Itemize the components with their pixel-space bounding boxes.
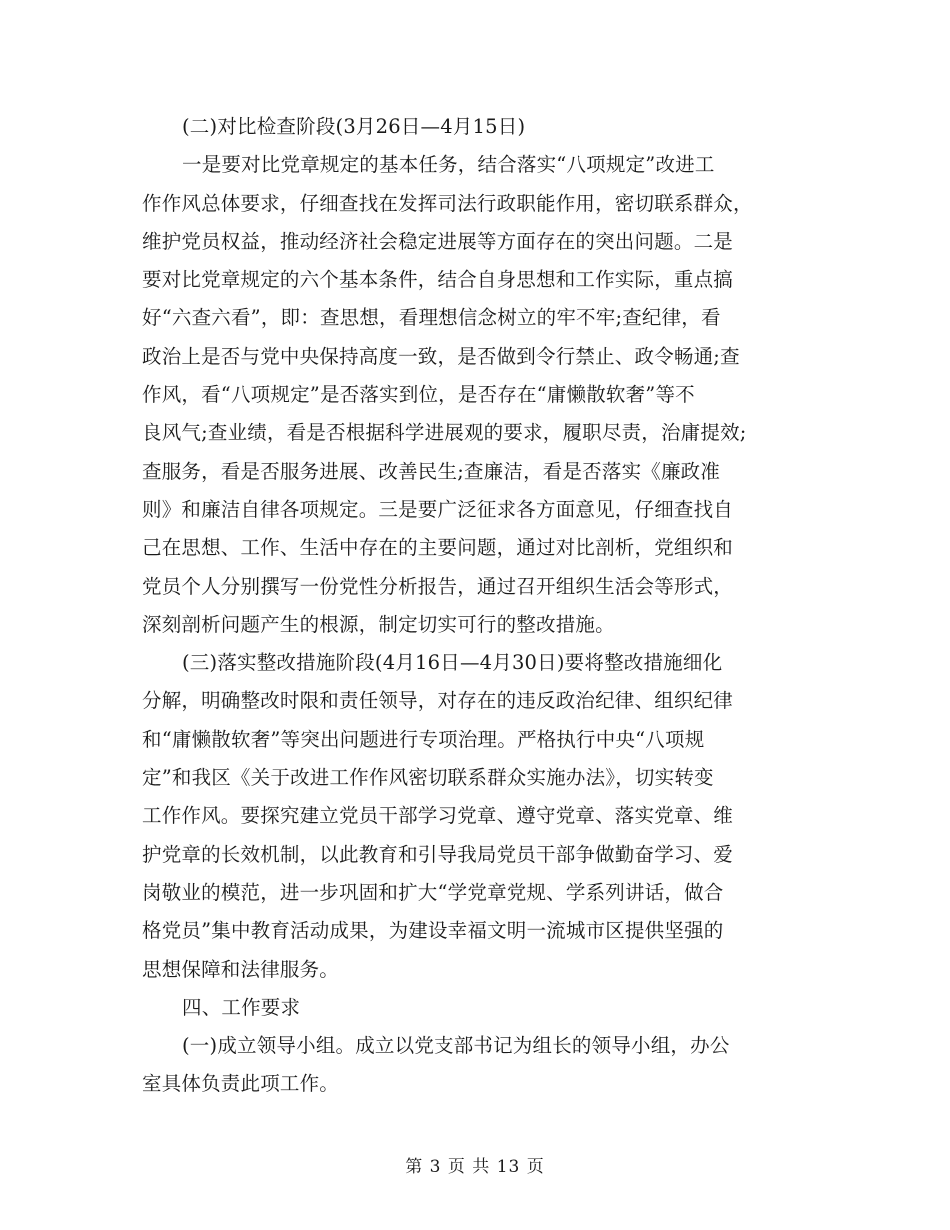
text-line: 工作作风。要探究建立党员干部学习党章、遵守党章、落实党章、维 — [142, 804, 734, 828]
text-line: 己在思想、工作、生活中存在的主要问题，通过对比剖析，党组织和 — [142, 536, 734, 560]
text-line: 岗敬业的模范，进一步巩固和扩大“学党章党规、学系列讲话，做合 — [142, 880, 724, 904]
text-line: 则》和廉洁自律各项规定。三是要广泛征求各方面意见，仔细查找自 — [142, 497, 734, 521]
text-line: 作作风总体要求，仔细查找在发挥司法行政职能作用，密切联系群众， — [142, 191, 753, 215]
text-line: 室具体负责此项工作。 — [142, 1072, 340, 1096]
text-line: 要对比党章规定的六个基本条件，结合自身思想和工作实际，重点搞 — [142, 268, 734, 292]
text-line: 格党员”集中教育活动成果，为建设幸福文明一流城市区提供坚强的 — [142, 919, 724, 943]
text-line: 政治上是否与党中央保持高度一致，是否做到令行禁止、政令畅通;查 — [142, 344, 740, 368]
text-line: (三)落实整改措施阶段(4月16日—4月30日)要将整改措施细化 — [182, 651, 723, 675]
page-number: 第 3 页 共 13 页 — [405, 1157, 545, 1177]
text-line: 深刻剖析问题产生的根源，制定切实可行的整改措施。 — [142, 612, 615, 636]
text-line: 护党章的长效机制，以此教育和引导我局党员干部争做勤奋学习、爱 — [142, 842, 734, 866]
text-line: 作风，看“八项规定”是否落实到位，是否存在“庸懒散软奢”等不 — [142, 383, 695, 407]
text-line: 党员个人分别撰写一份党性分析报告，通过召开组织生活会等形式， — [142, 574, 734, 598]
text-line: 思想保障和法律服务。 — [142, 957, 340, 981]
text-line: 一是要对比党章规定的基本任务，结合落实“八项规定”改进工 — [182, 153, 715, 177]
document-body — [142, 108, 812, 1104]
section-heading: 四、工作要求 — [182, 995, 301, 1019]
text-line: 定”和我区《关于改进工作作风密切联系群众实施办法》，切实转变 — [142, 766, 714, 790]
text-line: (一)成立领导小组。成立以党支部书记为组长的领导小组，办公 — [182, 1034, 730, 1058]
text-line: 和“庸懒散软奢”等突出问题进行专项治理。严格执行中央“八项规 — [142, 727, 705, 751]
text-line: 分解，明确整改时限和责任领导，对存在的违反政治纪律、组织纪律 — [142, 689, 734, 713]
text-line: 查服务，看是否服务进展、改善民生;查廉洁，看是否落实《廉政准 — [142, 459, 721, 483]
text-line: 良风气;查业绩，看是否根据科学进展观的要求，履职尽责，治庸提效; — [142, 421, 747, 445]
text-line: 好“六查六看”，即：查思想，看理想信念树立的牢不牢;查纪律，看 — [142, 306, 721, 330]
text-line: 维护党员权益，推动经济社会稳定进展等方面存在的突出问题。二是 — [142, 229, 734, 253]
text-line: (二)对比检查阶段(3月26日—4月15日) — [182, 115, 526, 138]
